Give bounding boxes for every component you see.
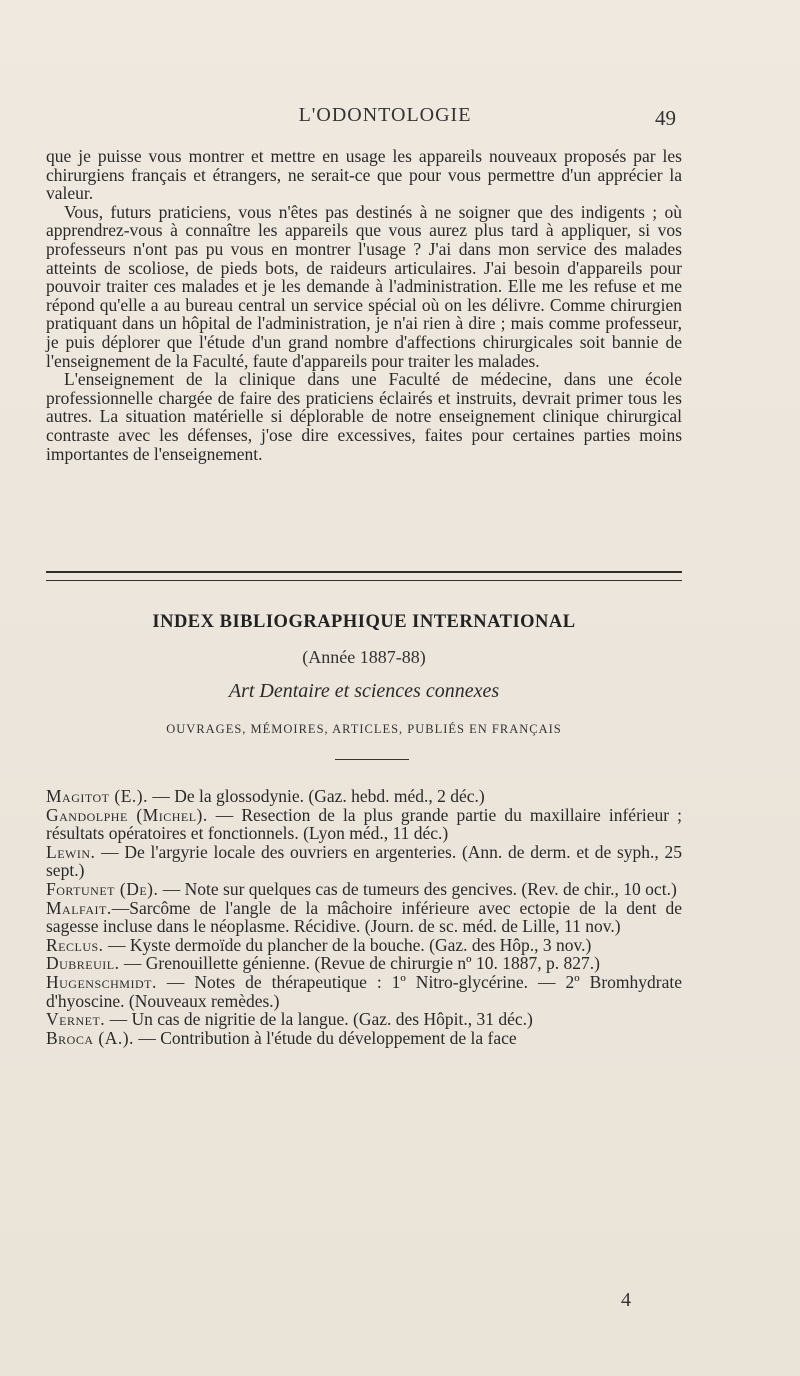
entry-text: — Un cas de nigritie de la langue. (Gaz. des Hôpit., 31 déc.)	[105, 1009, 533, 1030]
bibliography-entry	[46, 1010, 682, 1029]
running-title: L'ODONTOLOGIE	[298, 104, 472, 126]
entry-author: Lewin.	[46, 841, 96, 862]
body-text	[46, 147, 682, 463]
bibliography-entry	[46, 1029, 682, 1048]
section-divider	[46, 571, 682, 581]
entry-text: — Notes de thérapeutique : 1º Nitro-glycérine. — 2º Bromhydrate d'hyoscine. (Nouveaux remèdes.)	[46, 971, 682, 1011]
body-paragraph: que je puisse vous montrer et mettre en usage les appareils nouveaux proposés par les chirurgiens français et étrangers, ne serait-ce que pour vous permettre d'un apprécier la valeur.	[46, 146, 682, 204]
bibliography-entry	[46, 973, 682, 1010]
bibliography-entry	[46, 936, 682, 955]
bibliography-entry	[46, 880, 682, 899]
index-title: INDEX BIBLIOGRAPHIQUE INTERNATIONAL	[152, 612, 576, 632]
bibliography-entry	[46, 843, 682, 880]
entry-author: Broca (A.).	[46, 1027, 134, 1048]
entry-text: — Note sur quelques cas de tumeurs des gencives. (Rev. de chir., 10 oct.)	[158, 878, 677, 899]
entry-author: Hugenschmidt.	[46, 971, 157, 992]
page-number: 49	[655, 106, 676, 130]
index-category: OUVRAGES, MÉMOIRES, ARTICLES, PUBLIÉS EN FRANÇAIS	[166, 722, 562, 736]
entry-text: — Grenouillette génienne. (Revue de chirurgie nº 10. 1887, p. 827.)	[119, 953, 600, 974]
short-divider	[335, 759, 409, 760]
entry-text: — De la glossodynie. (Gaz. hebd. méd., 2 déc.)	[147, 786, 485, 806]
entry-text: — Contribution à l'étude du développement de la face	[133, 1027, 517, 1048]
entry-author: Malfait.	[46, 897, 112, 918]
entry-text: — Kyste dermoïde du plancher de la bouche. (Gaz. des Hôp., 3 nov.)	[103, 934, 592, 955]
entry-text: — De l'argyrie locale des ouvriers en argenteries. (Ann. de derm. et de syph., 25 sept.)	[46, 841, 682, 881]
entry-author: Fortunet (De).	[46, 878, 159, 899]
body-paragraph: Vous, futurs praticiens, vous n'êtes pas destinés à ne soigner que des indigents ; où apprendrez-vous à connaître les appareils que vous aurez plus tard à appliquer, si vos professeurs n'ont pas pu vous en montrer l'usage ? J'ai dans mon service des malades atteints de scoliose, de pieds bots, de raideurs articulaires. J'ai besoin d'appareils pour pouvoir traiter ces malades et je les demande à l'administration. Elle me les refuse et me répond qu'elle a au bureau central un service spécial où on les délivre. Comme chirurgien pratiquant dans un hôpital de l'administration, je n'ai rien à dire ; mais comme professeur, je puis déplorer que l'étude d'un grand nombre d'affections chirurgicales soit bannie de l'enseignement de la Faculté, faute d'appareils pour traiter les malades.	[46, 201, 682, 371]
running-head	[0, 104, 800, 134]
entry-text: —Sarcôme de l'angle de la mâchoire inférieure avec ectopie de la dent de sagesse incluse dans le néoplasme. Récidive. (Journ. de sc. méd. de Lille, 11 nov.)	[46, 897, 682, 937]
bibliography-entries	[46, 787, 682, 1047]
entry-author: Gandolphe (Michel).	[46, 804, 208, 825]
entry-text: — Resection de la plus grande partie du maxillaire inférieur ; résultats opératoires et fonctionnels. (Lyon méd., 11 déc.)	[46, 804, 683, 844]
entry-author: Dubreuil.	[46, 953, 120, 974]
index-year: (Année 1887-88)	[302, 647, 426, 667]
entry-author: Reclus.	[46, 934, 104, 955]
bibliography-entry	[46, 954, 682, 973]
index-subtitle: Art Dentaire et sciences connexes	[228, 680, 500, 702]
bibliography-entry	[46, 899, 682, 936]
entry-author: Magitot (E.).	[46, 786, 148, 806]
entry-author: Vernet.	[46, 1009, 106, 1030]
bibliography-entry	[46, 806, 682, 843]
bibliography-entry	[46, 787, 682, 806]
signature-mark: 4	[621, 1289, 631, 1311]
body-paragraph: L'enseignement de la clinique dans une Faculté de médecine, dans une école professionnelle chargée de faire des praticiens éclairés et instruits, devrait primer tous les autres. La situation matérielle si déplorable de notre enseignement clinique chirurgical contraste avec les défenses, j'ose dire excessives, faites pour certaines parties moins importantes de l'enseignement.	[46, 369, 682, 464]
